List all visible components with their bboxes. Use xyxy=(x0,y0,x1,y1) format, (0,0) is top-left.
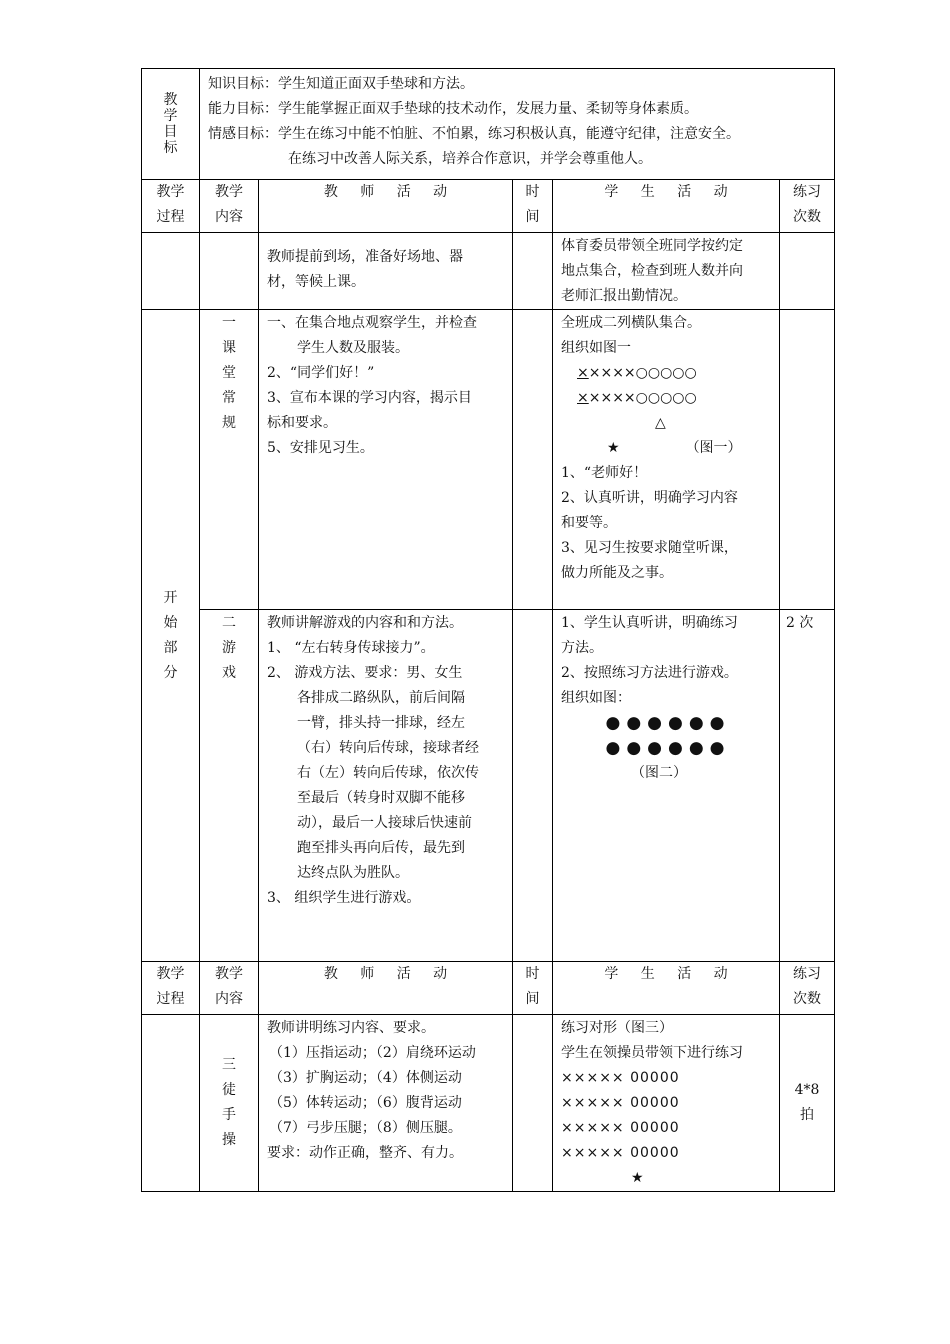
prep-row xyxy=(142,233,835,310)
header-time: 时 间 xyxy=(513,180,553,233)
teacher-triangle: △ xyxy=(655,415,666,431)
star-icon: ★ xyxy=(607,440,620,456)
knowledge-objective: 知识目标：学生知道正面双手垫球和方法。 xyxy=(208,76,474,92)
header-student: 学 生 活 动 xyxy=(553,180,780,233)
table-header-2 xyxy=(142,962,835,1015)
star-icon: ★ xyxy=(631,1170,644,1186)
header-process-2: 教学 过程 xyxy=(142,962,200,1015)
header-content: 教学 内容 xyxy=(200,180,259,233)
content-game: 二 游 戏 xyxy=(200,610,259,962)
header-teacher-2: 教 师 活 动 xyxy=(259,962,513,1015)
header-time-2: 时 间 xyxy=(513,962,553,1015)
objectives-label: 教 学 目 标 xyxy=(142,69,200,180)
dots-row-2: ●●●●●● xyxy=(605,738,731,758)
content-routine: 一 课 堂 常 规 xyxy=(200,310,259,610)
header-process: 教学 过程 xyxy=(142,180,200,233)
dots-row-1: ●●●●●● xyxy=(605,713,731,733)
game-student: 1、学生认真听讲，明确练习 方法。 2、按照练习方法进行游戏。 组织如图： ●●●●●● ●●●●●● （图二） xyxy=(553,610,780,962)
header-teacher: 教 师 活 动 xyxy=(259,180,513,233)
objectives-text xyxy=(200,69,835,180)
routine-row xyxy=(142,310,835,610)
game-count: 2 次 xyxy=(780,610,835,962)
prep-teacher: 教师提前到场，准备好场地、器 材，等候上课。 xyxy=(259,233,513,310)
process-start: 开 始 部 分 xyxy=(142,310,200,962)
header-count-2: 练习 次数 xyxy=(780,962,835,1015)
lesson-plan-table xyxy=(141,68,835,1192)
game-teacher: 教师讲解游戏的内容和和方法。 1、 “左右转身传球接力”。 2、 游戏方法、要求：男、女生 各排成二路纵队，前后间隔 一臂，排头持一排球，经左 （右）转向后传球，接球者经 右（左）转向后传球，依次传 至最后（转身时双脚不能移 动），最后一人接球后快速前 跑至排头再向后传，最先到 达终点队为胜队。 3、 组织学生进行游戏。 xyxy=(259,610,513,962)
formation-row-2: ×××××○○○○○ xyxy=(577,390,697,406)
figure-1-line: ★ （图一） xyxy=(607,440,742,456)
exercise-teacher: 教师讲明练习内容、要求。 （1）压指运动；（2）肩绕环运动 （3）扩胸运动；（4）体侧运动 （5）体转运动；（6）腹背运动 （7）弓步压腿；（8）侧压腿。 要求：动作正确，整齐、有力。 xyxy=(259,1015,513,1192)
header-content-2: 教学 内容 xyxy=(200,962,259,1015)
exercise-row xyxy=(142,1015,835,1192)
routine-teacher: 一、在集合地点观察学生，并检查 学生人数及服装。 2、“同学们好！” 3、宣布本课的学习内容，揭示目 标和要求。 5、安排见习生。 xyxy=(259,310,513,610)
header-count: 练习 次数 xyxy=(780,180,835,233)
routine-student: 全班成二列横队集合。 组织如图一 ×××××○○○○○ ×××××○○○○○ △ ★ （图一） 1、“老师好！ 2、认真听讲，明确学习内容 和要等。 3、见习生按要求随堂听课， 做力所能及之事。 xyxy=(553,310,780,610)
formation-row-1: ×××××○○○○○ xyxy=(577,365,697,381)
exercise-student: 练习对形（图三） 学生在领操员带领下进行练习 ××××× 00000 ××××× 00000 ××××× 00000 ××××× 00000 ★ xyxy=(553,1015,780,1192)
exercise-count: 4*8 拍 xyxy=(780,1015,835,1192)
prep-student: 体育委员带领全班同学按约定 地点集合，检查到班人数并向 老师汇报出勤情况。 xyxy=(553,233,780,310)
objectives-row xyxy=(142,69,835,180)
content-exercise: 三 徒 手 操 xyxy=(200,1015,259,1192)
game-row xyxy=(142,610,835,962)
header-student-2: 学 生 活 动 xyxy=(553,962,780,1015)
table-header xyxy=(142,180,835,233)
emotion-objective: 情感目标：学生在练习中能不怕脏、不怕累，练习积极认真，能遵守纪律，注意安全。 xyxy=(208,126,740,142)
emotion-objective-cont: 在练习中改善人际关系，培养合作意识，并学会尊重他人。 xyxy=(288,151,652,167)
ability-objective: 能力目标：学生能掌握正面双手垫球的技术动作，发展力量、柔韧等身体素质。 xyxy=(208,101,698,117)
